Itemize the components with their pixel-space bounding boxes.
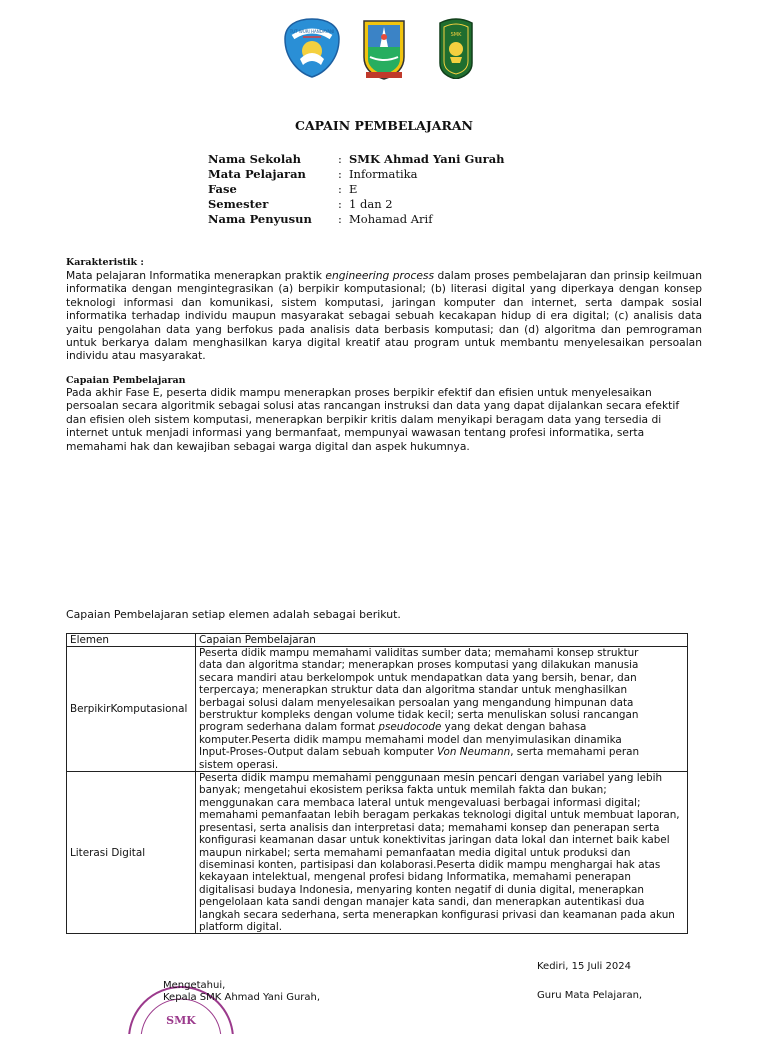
table-cell-capaian: [196, 647, 688, 772]
info-colon: :: [338, 182, 342, 196]
karakteristik-heading: Karakteristik :: [66, 257, 144, 268]
table-cell-capaian: Peserta didik mampu memahami penggunaan mesin pencari dengan variabel yang lebih banyak; mengetahui ekosistem periksa fakta untuk memilah fakta dan bukan; menggunakan cara membaca lateral untuk mengevaluasi berbagai informasi digital; memahami pemanfaatan lebih beragam perkakas teknologi digital untuk membuat laporan, presentasi, serta analisis dan interpretasi data; memahami konsep dan penerapan serta konfigurasi keamanan dasar untuk konektivitas jaringan data lokal dan internet baik kabel maupun nirkabel; serta memahami pemanfaatan media digital untuk produksi dan diseminasi konten, partisipasi dan kolaborasi.Peserta didik mampu menghargai hak atas kekayaan intelektual, mengenal profesi bidang Informatika, memahami penerapan digitalisasi budaya Indonesia, menyaring konten negatif di dunia digital, menerapkan pengelolaan kata sandi dengan manajer kata sandi, dan menerapkan autentikasi dua langkah secara sederhana, serta menerapkan konfigurasi privasi dan keamanan pada akun platform digital.: [196, 772, 688, 934]
cp-line-tail: , serta memahami peran: [510, 746, 640, 759]
table-row: [67, 772, 688, 934]
cp-line: komputer.Peserta didik mampu memahami model dan menyimulasikan dinamika: [199, 733, 622, 746]
info-value: Mohamad Arif: [349, 212, 433, 226]
info-row-author: [208, 212, 505, 227]
table-row: [67, 647, 688, 772]
school-info: [208, 152, 505, 227]
document-title: CAPAIN PEMBELAJARAN: [295, 118, 473, 133]
info-colon: :: [338, 212, 342, 226]
table-cell-element: BerpikirKomputasional: [67, 647, 196, 772]
info-row-semester: [208, 197, 505, 212]
info-row-phase: [208, 182, 505, 197]
info-row-subject: [208, 167, 505, 182]
info-value: 1 dan 2: [349, 197, 393, 211]
stamp-text: SMK: [166, 1014, 196, 1027]
info-label: Nama Penyusun: [208, 212, 312, 226]
info-row-school: [208, 152, 505, 167]
capaian-heading: Capaian Pembelajaran: [66, 375, 186, 386]
cp-line: Peserta didik mampu memahami validitas sumber data; memahami konsep struktur: [199, 647, 639, 659]
info-value: SMK Ahmad Yani Gurah: [349, 152, 505, 166]
signature-left-line2: Kepala SMK Ahmad Yani Gurah,: [163, 992, 321, 1003]
signature-left-line1: Mengetahui,: [163, 980, 226, 991]
info-colon: :: [338, 152, 342, 166]
capaian-paragraph: Pada akhir Fase E, peserta didik mampu menerapkan proses berpikir efektif dan efisien untuk menyelesaikan persoalan secara algoritmik sebagai solusi atas rancangan instruksi dan data yang dapat dijalankan secara efektif dan efisien oleh sistem komputasi, menerapkan berpikir kritis dalam menyikapi beragam data yang tersedia di internet untuk menjadi informasi yang bermanfaat, mempunyai wawasan tentang profesi informatika, serta memahami hak dan kewajiban sebagai warga digital dan aspek hukumnya.: [66, 386, 680, 453]
school-logo: [436, 17, 476, 83]
logo-text: TUT WURI HANDAYANI: [289, 29, 335, 34]
cp-emphasis: pseudocode: [378, 721, 442, 734]
header-logos: [0, 17, 768, 83]
cp-line: secara mandiri atau berkelompok untuk mendapatkan data yang bersih, benar, dan: [199, 671, 637, 684]
cp-line: data dan algoritma standar; menerapkan proses komputasi yang dilakukan manusia: [199, 659, 639, 672]
cp-line-tail: yang dekat dengan bahasa: [441, 721, 587, 734]
table-cell-element: Literasi Digital: [67, 772, 196, 934]
signature-left: [163, 980, 320, 1004]
karakteristik-text-2: dalam proses pembelajaran dan prinsip keilmuan informatika dengan mengintegrasikan (a) berpikir komputasional; (b) literasi digital yang diperkaya dengan konsep teknologi informasi dan komunikasi, sistem komputasi, jaringan komputer dan internet, serta dampak sosial informatika terhadap individu maupun masyarakat sebagai sebuah kecakapan hidup di era digital; (c) analisis data yaitu pengolahan data yang berfokus pada analisis data berbasis komputasi; dan (d) algoritma dan pemrograman untuk berkarya dalam menghasilkan karya digital kreatif atau program untuk membantu menyelesaikan persoalan individu atau masyarakat.: [66, 269, 702, 363]
cp-line: program sederhana dalam format: [199, 721, 379, 734]
karakteristik-paragraph: [66, 269, 702, 363]
table-header-elemen: Elemen: [67, 634, 196, 647]
info-colon: :: [338, 197, 342, 211]
provincial-emblem-logo: [360, 17, 408, 85]
info-label: Nama Sekolah: [208, 152, 302, 166]
info-label: Fase: [208, 182, 237, 196]
cp-emphasis: Von Neumann: [437, 746, 511, 759]
table-header-row: [67, 634, 688, 647]
tut-wuri-handayani-logo: [283, 17, 341, 83]
karakteristik-text-1: Mata pelajaran Informatika menerapkan praktik: [66, 269, 326, 282]
cp-line: terpercaya; menerapkan struktur data dan algoritma standar untuk menghasilkan: [199, 684, 628, 697]
info-colon: :: [338, 167, 342, 181]
table-intro: Capaian Pembelajaran setiap elemen adalah sebagai berikut.: [66, 608, 401, 621]
info-value: Informatika: [349, 167, 418, 181]
info-value: E: [349, 182, 358, 196]
cp-line: Input-Proses-Output dalam sebuah komputer: [199, 746, 438, 759]
info-label: Semester: [208, 197, 269, 211]
cp-line: sistem operasi.: [199, 758, 279, 771]
cp-line: berstruktur kompleks dengan volume tidak kecil; serta menuliskan solusi rancangan: [199, 709, 639, 722]
karakteristik-emphasis: engineering process: [325, 269, 435, 282]
signature-date: Kediri, 15 Juli 2024: [537, 961, 631, 972]
info-label: Mata Pelajaran: [208, 167, 306, 181]
capaian-table: [66, 633, 688, 934]
signature-right: Guru Mata Pelajaran,: [537, 990, 643, 1001]
table-header-capaian: Capaian Pembelajaran: [196, 634, 688, 647]
cp-line: berbagai solusi dalam menyelesaikan persoalan yang mengandung himpunan data: [199, 696, 634, 709]
logo-text: SMK: [450, 32, 462, 38]
